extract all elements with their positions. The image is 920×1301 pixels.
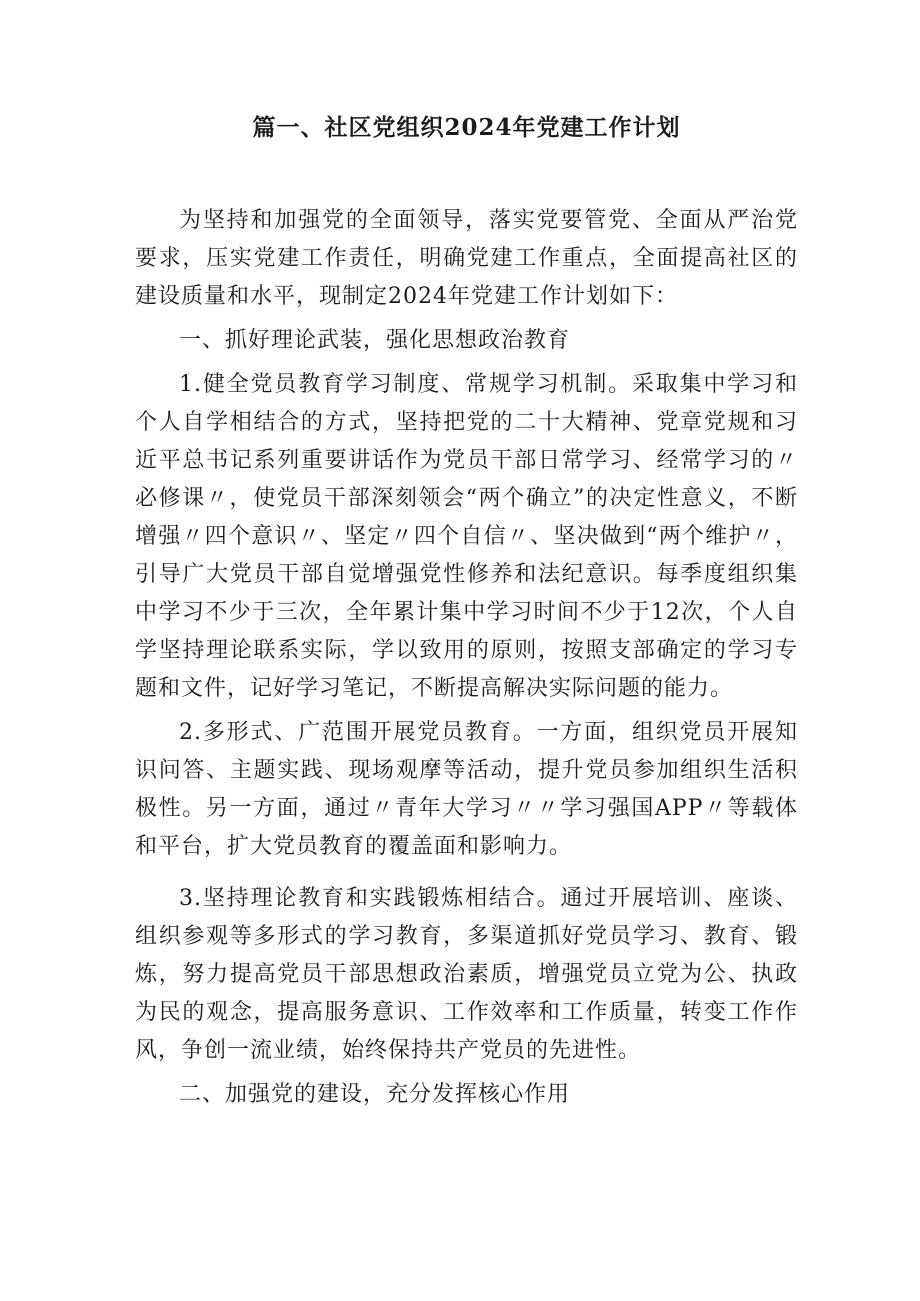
document-title: 篇一、社区党组织2024年党建工作计划 [252,114,681,141]
document-body [135,202,798,1114]
item-2-paragraph: 2.多形式、广范围开展党员教育。一方面，组织党员开展知识问答、主题实践、现场观摩等活动，提升党员参加组织生活积极性。另一方面，通过〃青年大学习〃〃学习强国APP〃等载体和平台，扩大党员教育的覆盖面和影响力。 [135,720,798,859]
section-heading-2: 二、加强党的建设，充分发挥核心作用 [179,1082,571,1107]
item-1-paragraph: 1.健全党员教育学习制度、常规学习机制。采取集中学习和个人自学相结合的方式，坚持把党的二十大精神、党章党规和习近平总书记系列重要讲话作为党员干部日常学习、经常学习的〃必修课〃，使党员干部深刻领会“两个确立”的决定性意义，不断增强〃四个意识〃、坚定〃四个自信〃、坚决做到“两个维护〃，引导广大党员干部自觉增强党性修养和法纪意识。每季度组织集中学习不少于三次，全年累计集中学习时间不少于12次，个人自学坚持理论联系实际，学以致用的原则，按照支部确定的学习专题和文件，记好学习笔记，不断提高解决实际问题的能力。 [135,372,798,701]
intro-paragraph: 为坚持和加强党的全面领导，落实党要管党、全面从严治党要求，压实党建工作责任，明确党建工作重点，全面提高社区的建设质量和水平，现制定2024年党建工作计划如下： [135,208,798,309]
section-heading-1: 一、抓好理论武装，强化思想政治教育 [179,328,571,353]
item-3-paragraph: 3.坚持理论教育和实践锻炼相结合。通过开展培训、座谈、组织参观等多形式的学习教育，多渠道抓好党员学习、教育、锻炼，努力提高党员干部思想政治素质，增强党员立党为公、执政为民的观念，提高服务意识、工作效率和工作质量，转变工作作风，争创一流业绩，始终保持共产党员的先进性。 [135,886,798,1063]
